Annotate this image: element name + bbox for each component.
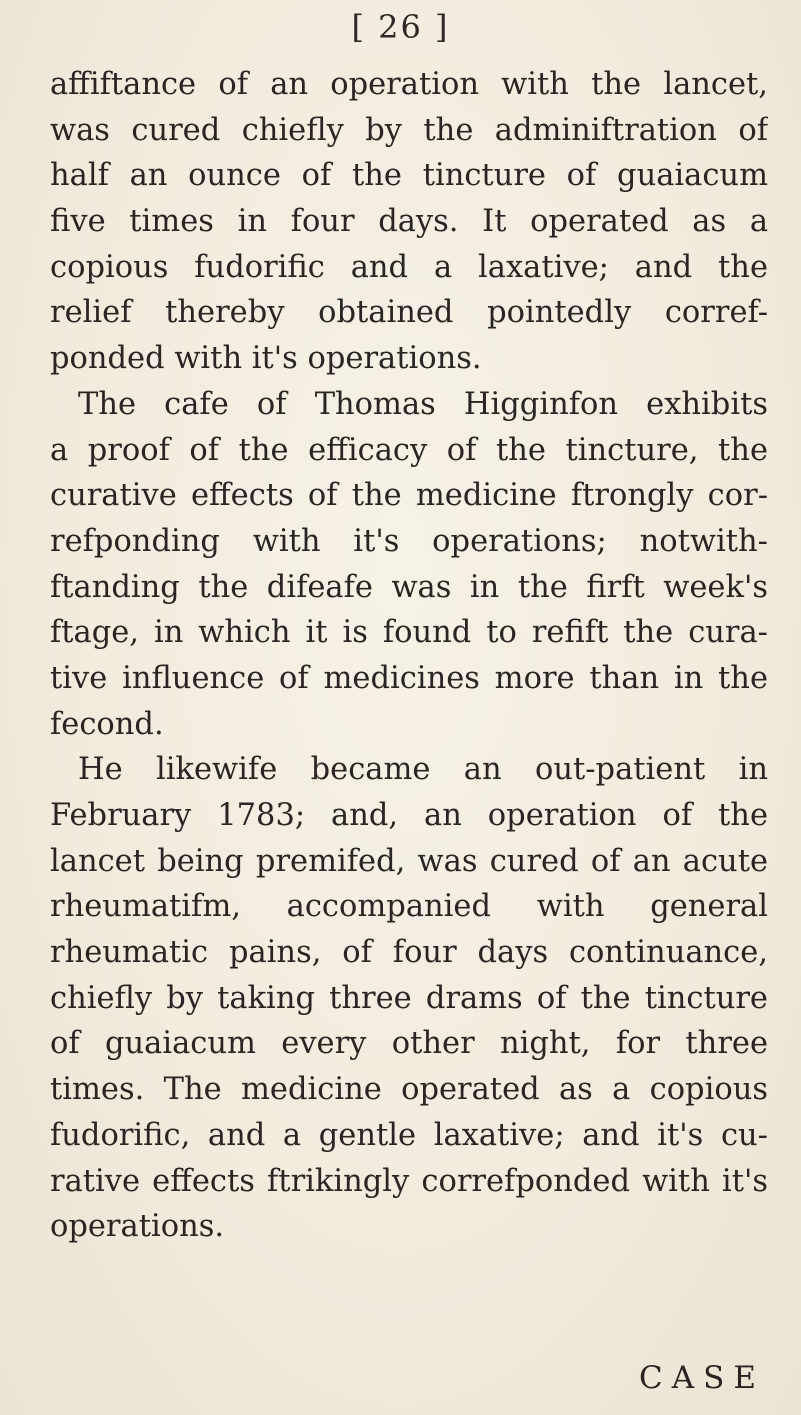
text-line: affiftance of an operation with the lancet,	[50, 67, 768, 102]
text-line: tive influence of medicines more than in the	[50, 660, 768, 696]
text-line: refponding with it's operations; notwith-	[50, 523, 768, 559]
page-number: [ 26 ]	[351, 8, 450, 46]
paragraph-start-line: He likewife became an out-patient in	[78, 752, 768, 788]
text-line: ponded with it's operations.	[50, 341, 482, 377]
catchword: CASE	[639, 1360, 765, 1396]
text-line: ftage, in which it is found to refift the cura-	[50, 615, 768, 651]
text-line: rative effects ftrikingly correfponded with it's	[50, 1163, 768, 1199]
paragraph-start-line: The cafe of Thomas Higginfon exhibits	[78, 386, 768, 422]
text-line: February 1783; and, an operation of the	[50, 798, 768, 833]
text-line: fecond.	[50, 706, 164, 742]
text-line: relief thereby obtained pointedly corref-	[50, 295, 768, 331]
text-line: lancet being premifed, was cured of an acute	[50, 843, 768, 879]
text-line: ftanding the difeafe was in the firft week's	[50, 569, 768, 605]
text-line: of guaiacum every other night, for three	[50, 1026, 768, 1062]
text-line: operations.	[50, 1209, 225, 1245]
body-text	[50, 62, 768, 1250]
text-line: chiefly by taking three drams of the tincture	[50, 980, 768, 1016]
text-line: was cured chiefly by the adminiftration of	[50, 112, 768, 148]
text-line: rheumatic pains, of four days continuance,	[50, 935, 768, 971]
text-line: times. The medicine operated as a copious	[50, 1072, 768, 1108]
text-line: rheumatifm, accompanied with general	[50, 889, 768, 925]
text-line: fudorific, and a gentle laxative; and it's cu-	[50, 1117, 768, 1153]
text-line: half an ounce of the tincture of guaiacum	[50, 158, 768, 194]
text-line: a proof of the efficacy of the tincture, the	[50, 432, 768, 468]
text-line: copious fudorific and a laxative; and the	[50, 249, 768, 285]
text-line: five times in four days. It operated as a	[50, 204, 768, 240]
text-line: curative effects of the medicine ftrongly cor-	[50, 478, 768, 514]
